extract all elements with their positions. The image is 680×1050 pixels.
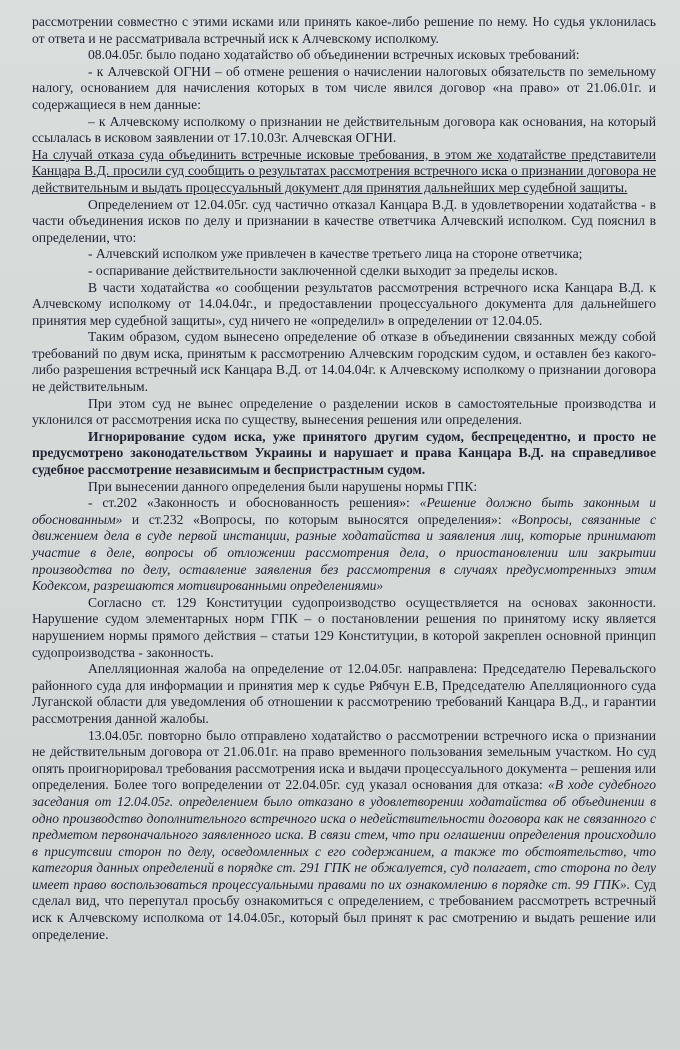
paragraph: В части ходатайства «о сообщении результатов рассмотрения встречного иска Канцара В.Д. к Алчевскому исполкому от 14.04.04г., и предоставлении процессуального документа для дальнейшего принятия мер судебной защиты», суд ничего не «определил» в определении от 12.04.05. — [32, 279, 656, 328]
paragraph — [32, 728, 656, 944]
quoted-text: «Решение должно быть законным и обоснованным» — [32, 495, 656, 527]
paragraph: Определением от 12.04.05г. суд частично отказал Канцара В.Д. в удовлетворении ходатайства - в части объединения исков по делу и признании в качестве ответчика Алчевский исполком. Суд пояснил в определении, что: — [32, 196, 656, 245]
paragraph: – к Алчевскому исполкому о признании не действительным договора как основания, на который ссылалась в исковом заявлении от 17.10.03г. Алчевская ОГНИ. — [32, 113, 656, 146]
paragraph: Согласно ст. 129 Конституции судопроизводство осуществляется на основах законности. Нарушение судом элементарных норм ГПК – о постановлении решения по принятому иску является нарушением нормы прямого действия – статьи 129 Конституции, в которой закреплен основной принцип судопроизводства - законность. — [32, 594, 656, 660]
paragraph: Таким образом, судом вынесено определение об отказе в объединении связанных между собой требований по двум иска, принятым к рассмотрению Алчевским городским судом, и оставлен без какого-либо разрешения встречный иск Канцара В.Д. от 14.04.04г. к Алчевскому исполкому о признании договора не действительным. — [32, 329, 656, 395]
paragraph: Апелляционная жалоба на определение от 12.04.05г. направлена: Председателю Перевальского районного суда для информации и принятия мер к судье Рябчун Е.В, Председателю Апелляционного суда Луганской области для уведомления об отношении к рассмотрению требований Канцара В.Д., и гарантии рассмотрения данной жалобы. — [32, 661, 656, 726]
paragraph: При этом суд не вынес определение о разделении исков в самостоятельные производства и уклонился от рассмотрения иска по существу, вынесения решения или определения. — [32, 395, 656, 428]
document-body — [32, 14, 656, 943]
paragraph: Игнорирование судом иска, уже принятого другим судом, беспрецедентно, и просто не предусмотрено законодательством Украины и нарушает и права Канцара В.Д. на справедливое судебное рассмотрение независимым и беспристрастным судом. — [32, 428, 656, 478]
paragraph-text: - ст.202 «Законность и обоснованность решения»: — [88, 495, 420, 511]
quoted-text: «В ходе судебного заседания от 12.04.05г. определением было отказано в удовлетворении ходатайства об объединении в одно производство дополнительного встречного иска о недействительности договора как не связанного с предметом первоначального заявленного иска. В связи стем, что при оглашении определения происходило в присутсвии сторон по делу, осведомленных с его содержанием, а также то обстоятельство, что категория данных определений в порядке ст. 291 ГПК не обжалуется, суд полагает, сто сторона по делу имеет право воспользоваться процессуальными правами по их ознакомлению в порядке ст. 99 ГПК». — [32, 777, 656, 892]
paragraph-text: и ст.232 «Вопросы, по которым выносятся определения»: — [122, 511, 512, 527]
quoted-text: «Вопросы, связанные с движением дела в суде первой инстанции, разные ходатайства и заявления лиц, которые принимают участие в деле, вопросы об отложении рассмотрения дела, о приостановлении или закрытии производства по делу, оставление заявления без рассмотрения в случаях предусмотренныхз этим Кодексом, разрешаются мотивированными определениями» — [32, 511, 656, 594]
paragraph: - Алчевский исполком уже привлечен в качестве третьего лица на стороне ответчика; — [88, 246, 583, 262]
paragraph: 08.04.05г. было подано ходатайство об объединении встречных исковых требований: — [88, 47, 580, 63]
paragraph: - к Алчевской ОГНИ – об отмене решения о начислении налоговых обязательств по земельному налогу, основанием для начисления которых в том числе явился договор «на право» от 21.06.01г. и содержащиеся в нем данные: — [32, 63, 656, 112]
paragraph: На случай отказа суда объединить встречные исковые требования, в этом же ходатайстве представители Канцара В.Д. просили суд сообщить о результатах рассмотрения встречного иска о признании договора не действительным и выдать процессуальный документ для принятия дальнейших мер судебной защиты. — [32, 146, 656, 195]
paragraph: При вынесении данного определения были нарушены нормы ГПК: — [88, 478, 478, 494]
paragraph-text: Суд сделал вид, что перепутал просьбу ознакомиться с определением, с требованием рассмотреть встречный иск к Алчевскому исполкома от 14.04.05г., который был принят к рас смотрению и выдать решение или определение. — [32, 876, 657, 942]
paragraph-text: 13.04.05г. повторно было отправлено ходатайство о рассмотрении встречного иска о признании не действительным договора от 21.06.01г. на право временного пользования земельным участком. Но суд опять проигнорировал требования рассмотрения иска и выдачи процессуального документа – решения или определения. Более того вопределении от 22.04.05г. суд указал основания для отказа: — [32, 727, 656, 793]
paragraph: - оспаривание действительности заключенной сделки выходит за пределы исков. — [88, 262, 558, 278]
paragraph — [32, 495, 656, 595]
paragraph: рассмотрении совместно с этими исками или принять какое-либо решение по нему. Но судья уклонилась от ответа и не рассматривала встречный иск к Алчевскому исполкому. — [32, 14, 656, 46]
